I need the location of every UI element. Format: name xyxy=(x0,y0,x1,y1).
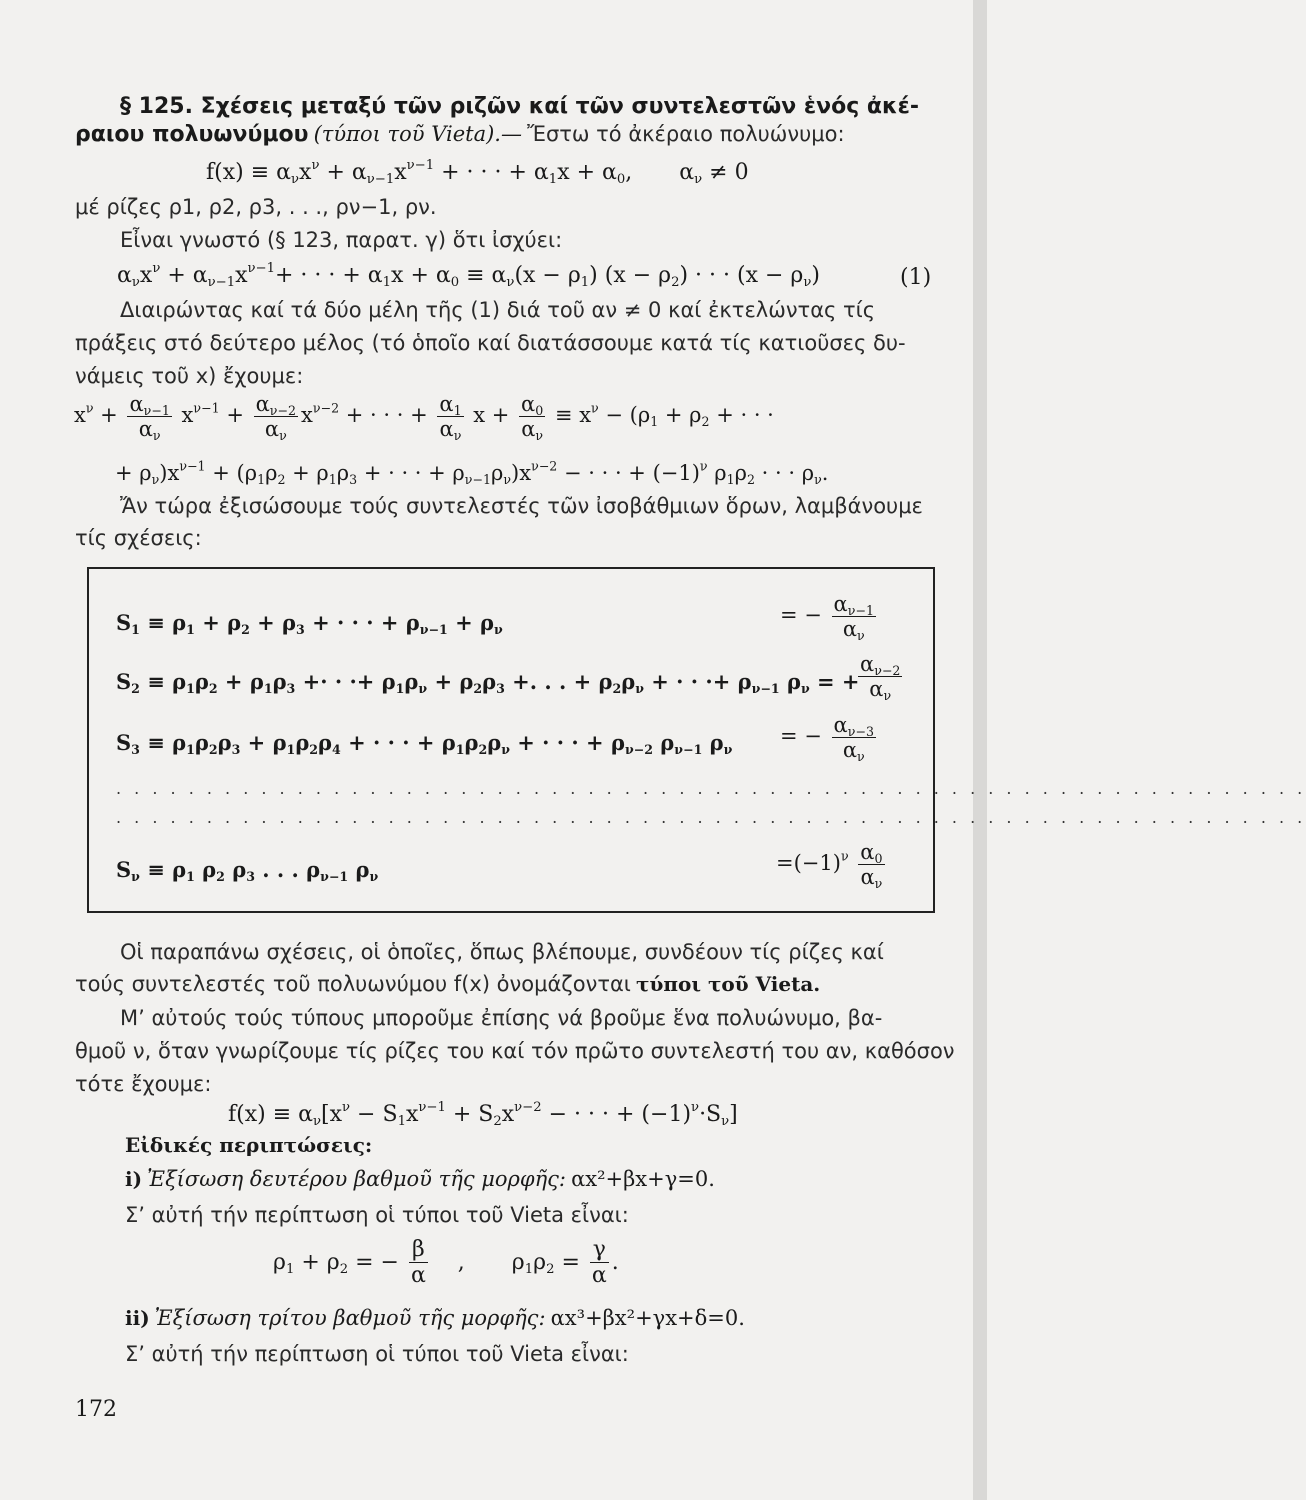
relation-s1-rhs: = − $\frac{\alpha_{\nu-1}}{\alpha_\nu}$ xyxy=(780,592,874,643)
case-2-equation: αx³+βx²+γx+δ=0. xyxy=(550,1306,745,1330)
case-1-text: Σ’ αὐτή τήν περίπτωση οἱ τύποι τοῦ Vieta εἶναι: xyxy=(125,1203,629,1227)
case-2-label: ii) xyxy=(125,1306,150,1330)
relation-sv: $S_\nu \equiv \rho_1$ $\rho_2$ $\rho_3$ . . . $\rho_{\nu-1}$ $\rho_\nu$ xyxy=(116,857,379,884)
polynomial-equation: $f(x) \equiv \alpha_\nu x^\nu + \alpha_{\nu-1}x^{\nu-1}$ + · · · + $\alpha_1x + \alpha_0$, $\alpha_\nu \ne 0$ xyxy=(206,158,749,187)
relation-s2: $S_2 \equiv \rho_1\rho_2 + \rho_1\rho_3$ +· · ·+ $\rho_1\rho_\nu + \rho_2\rho_3$ +. . . + $\rho_2\rho_\nu$ + · · ·+ $\rho_{\nu-1}$ $\rho_\nu$ = + xyxy=(116,669,860,696)
section-title-italic: (τύποι τοῦ Vieta).— xyxy=(313,122,522,146)
relation-sv-rhs: $=(-1)^\nu$ $\frac{\alpha_0}{\alpha_\nu}$ xyxy=(776,840,883,891)
relation-s1: $S_1 \equiv \rho_1 + \rho_2 + \rho_3$ + · · · + $\rho_{\nu-1} + \rho_\nu$ xyxy=(116,610,503,637)
after-box-line-2 xyxy=(75,972,820,996)
case-1-title: Ἐξίσωση δευτέρου βαθμοῦ τῆς μορφῆς: xyxy=(147,1167,567,1191)
vieta-term: τύποι τοῦ Vieta. xyxy=(636,972,821,996)
case-1-line xyxy=(125,1167,715,1191)
known-line: Εἶναι γνωστό (§ 123, παρατ. γ) ὅτι ἰσχύει: xyxy=(120,228,563,252)
divided-equation-cont: + $\rho_\nu)x^{\nu-1} + (\rho_1\rho_2 + \rho_1\rho_3$ + · · · + $\rho_{\nu-1}\rho_\nu)x^{\nu-2}$ − · · · + $(-1)^\nu$ $\rho_1\rho_2$ · · · $\rho_\nu$. xyxy=(115,458,829,487)
box-dots-1: . . . . . . . . . . . . . . . . . . . . . . . . . . . . . . . . . . . . . . . . . . . . . . . . . . . . . . . . . . . . . . . . . . xyxy=(116,779,1306,798)
case-1-label: i) xyxy=(125,1167,143,1191)
roots-line: μέ ρίζες ρ1, ρ2, ρ3, . . ., ρν−1, ρν. xyxy=(75,195,437,219)
relation-s2-rhs: $\frac{\alpha_{\nu-2}}{\alpha_\nu}$ xyxy=(860,652,901,703)
relation-s3: $S_3 \equiv \rho_1\rho_2\rho_3 + \rho_1\rho_2\rho_4$ + · · · + $\rho_1\rho_2\rho_\nu$ + · · · + $\rho_{\nu-2}$ $\rho_{\nu-1}$ $\rho_\nu$ xyxy=(116,730,733,757)
box-dots-2: . . . . . . . . . . . . . . . . . . . . . . . . . . . . . . . . . . . . . . . . . . . . . . . . . . . . . . . . . . . . . . . . . . xyxy=(116,808,1306,827)
case-2-text: Σ’ αὐτή τήν περίπτωση οἱ τύποι τοῦ Vieta εἶναι: xyxy=(125,1342,629,1366)
divided-equation: $x^\nu$ + $\frac{\alpha_{\nu-1}}{\alpha_\nu}$ $x^{\nu-1}$ + $\frac{\alpha_{\nu-2}}{\alpha_\nu}$ $x^{\nu-2}$ + · · · + $\frac{\alpha_1}{\alpha_\nu}$ x + $\frac{\alpha_0}{\alpha_\nu}$ ≡ $x^\nu - (\rho_1 + \rho_2$ + · · · xyxy=(74,392,774,443)
divide-line-1: Διαιρώντας καί τά δύο μέλη τῆς (1) διά τοῦ αν ≠ 0 καί ἐκτελώντας τίς xyxy=(120,298,876,322)
section-title-cont: ραιου πολυωνύμου xyxy=(75,122,309,147)
equation-1-label: (1) xyxy=(900,265,932,290)
page-number: 172 xyxy=(75,1397,117,1422)
section-title: § 125. Σχέσεις μεταξύ τῶν ριζῶν καί τῶν συντελεστῶν ἑνός ἀκέ- xyxy=(120,94,920,119)
after-box-text: τούς συντελεστές τοῦ πολυωνύμου f(x) ὀνομάζονται xyxy=(75,972,631,996)
case-1-equation: αx²+βx+γ=0. xyxy=(571,1167,715,1191)
after-box-line-1: Οἱ παραπάνω σχέσεις, οἱ ὁποῖες, ὅπως βλέπουμε, συνδέουν τίς ρίζες καί xyxy=(120,940,884,964)
polynomial-from-roots: $f(x) \equiv \alpha_\nu[x^\nu - S_1x^{\nu-1} + S_2x^{\nu-2}$ − · · · + $(-1)^\nu\cdot S_\nu$] xyxy=(228,1100,738,1129)
case-1-formulas: $\rho_1 + \rho_2$ = − $\frac{\beta}{\alpha}$ , $\rho_1\rho_2$ = $\frac{\gamma}{\alpha}$ . xyxy=(273,1237,619,1289)
section-intro: Ἔστω τό ἀκέραιο πολυώνυμο: xyxy=(527,122,845,146)
section-title-line2 xyxy=(75,122,845,147)
construct-line-3: τότε ἔχουμε: xyxy=(75,1072,212,1096)
divide-line-3: νάμεις τοῦ x) ἔχουμε: xyxy=(75,364,304,388)
equation-1: $\alpha_\nu x^\nu + \alpha_{\nu-1}x^{\nu-1}+$ · · · + $\alpha_1x + \alpha_0 \equiv \alpha_\nu(x - \rho_1) (x - \rho_2)$ · · · $(x - \rho_\nu)$ xyxy=(117,261,820,290)
divide-line-2: πράξεις στό δεύτερο μέλος (τό ὁποῖο καί διατάσσουμε κατά τίς κατιοῦσες δυ- xyxy=(75,331,906,355)
relation-s3-rhs: = − $\frac{\alpha_{\nu-3}}{\alpha_\nu}$ xyxy=(780,713,874,764)
case-2-line xyxy=(125,1306,745,1330)
special-cases-heading: Εἰδικές περιπτώσεις: xyxy=(125,1133,373,1157)
equate-line-1: Ἄν τώρα ἐξισώσουμε τούς συντελεστές τῶν ἰσοβάθμιων ὅρων, λαμβάνουμε xyxy=(120,494,923,518)
construct-line-1: Μ’ αὐτούς τούς τύπους μποροῦμε ἐπίσης νά βροῦμε ἕνα πολυώνυμο, βα- xyxy=(120,1006,883,1030)
case-2-title: Ἐξίσωση τρίτου βαθμοῦ τῆς μορφῆς: xyxy=(154,1306,546,1330)
construct-line-2: θμοῦ ν, ὅταν γνωρίζουμε τίς ρίζες του καί τόν πρῶτο συντελεστή του αν, καθόσον xyxy=(75,1039,955,1063)
equate-line-2: τίς σχέσεις: xyxy=(75,526,202,550)
